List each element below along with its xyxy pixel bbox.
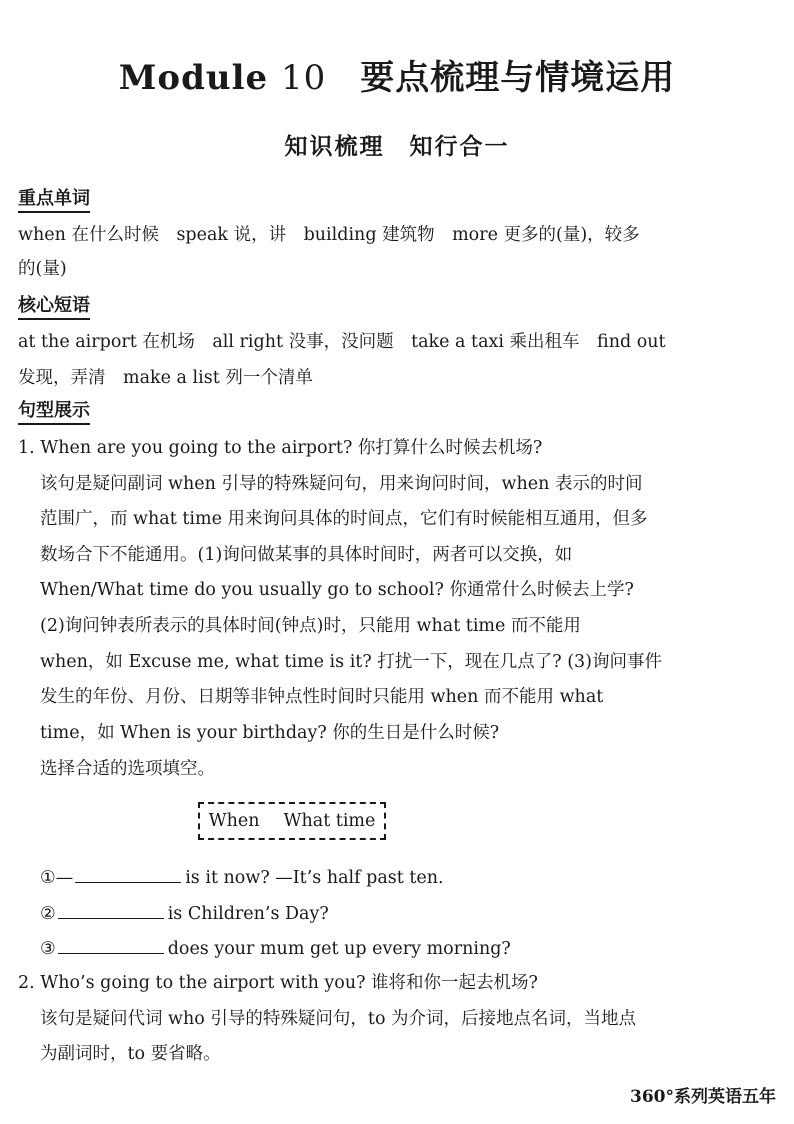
section-heading-words: 重点单词 [18, 188, 90, 213]
item1-line: when，如 Excuse me, what time is it? 打扰一下，现在几点了? (3)询问事件 [40, 652, 663, 672]
exercise-item [40, 864, 444, 890]
exercise-marker: ② [40, 904, 56, 924]
item1-question: 1. When are you going to the airport? 你打算什么时候去机场? [18, 438, 543, 458]
options-box [198, 802, 386, 840]
words-line-1: when 在什么时候 speak 说，讲 building 建筑物 more 更多的(量)，较多 [18, 225, 640, 245]
item2-question: 2. Who’s going to the airport with you? 谁将和你一起去机场? [18, 973, 538, 993]
exercise-marker: ①— [40, 868, 74, 888]
exercise-text: is Children’s Day? [167, 904, 329, 924]
title-number: 10 [280, 58, 327, 98]
item1-instruction: 选择合适的选项填空。 [40, 759, 215, 779]
page-title [0, 50, 794, 99]
item1-line: 该句是疑问副词 when 引导的特殊疑问句，用来询问时间，when 表示的时间 [40, 474, 643, 494]
answer-blank[interactable] [58, 900, 164, 919]
exercise-marker: ③ [40, 939, 56, 959]
item1-line: 范围广，而 what time 用来询问具体的时间点，它们有时候能相互通用，但多 [40, 509, 648, 529]
item1-line: 发生的年份、月份、日期等非钟点性时间时只能用 when 而不能用 what [40, 687, 604, 707]
title-prefix: Module [118, 58, 269, 98]
exercise-item [40, 935, 511, 961]
words-line-2: 的(量) [18, 259, 67, 279]
page-footer: 360°系列英语五年 [630, 1087, 776, 1107]
item2-line: 该句是疑问代词 who 引导的特殊疑问句，to 为介词，后接地点名词，当地点 [40, 1009, 637, 1029]
item1-line: 数场合下不能通用。(1)询问做某事的具体时间时，两者可以交换，如 [40, 545, 573, 565]
item2-line: 为副词时，to 要省略。 [40, 1044, 221, 1064]
exercise-text: is it now? —It’s half past ten. [185, 868, 444, 888]
phrases-line-1: at the airport 在机场 all right 没事，没问题 take a taxi 乘出租车 find out [18, 332, 666, 352]
exercise-item [40, 900, 329, 926]
option-what-time: What time [283, 811, 376, 831]
item1-line: (2)询问钟表所表示的具体时间(钟点)时，只能用 what time 而不能用 [40, 616, 581, 636]
page-subtitle: 知识梳理 知行合一 [284, 133, 510, 160]
title-text: 要点梳理与情境运用 [360, 58, 676, 98]
item1-line: time，如 When is your birthday? 你的生日是什么时候? [40, 723, 500, 743]
answer-blank[interactable] [58, 935, 164, 954]
section-heading-sentences: 句型展示 [18, 400, 90, 425]
answer-blank[interactable] [75, 864, 181, 883]
section-heading-phrases: 核心短语 [18, 295, 90, 320]
item1-line: When/What time do you usually go to school? 你通常什么时候去上学? [40, 580, 634, 600]
option-when: When [208, 811, 260, 831]
phrases-line-2: 发现，弄清 make a list 列一个清单 [18, 368, 313, 388]
exercise-text: does your mum get up every morning? [167, 939, 511, 959]
